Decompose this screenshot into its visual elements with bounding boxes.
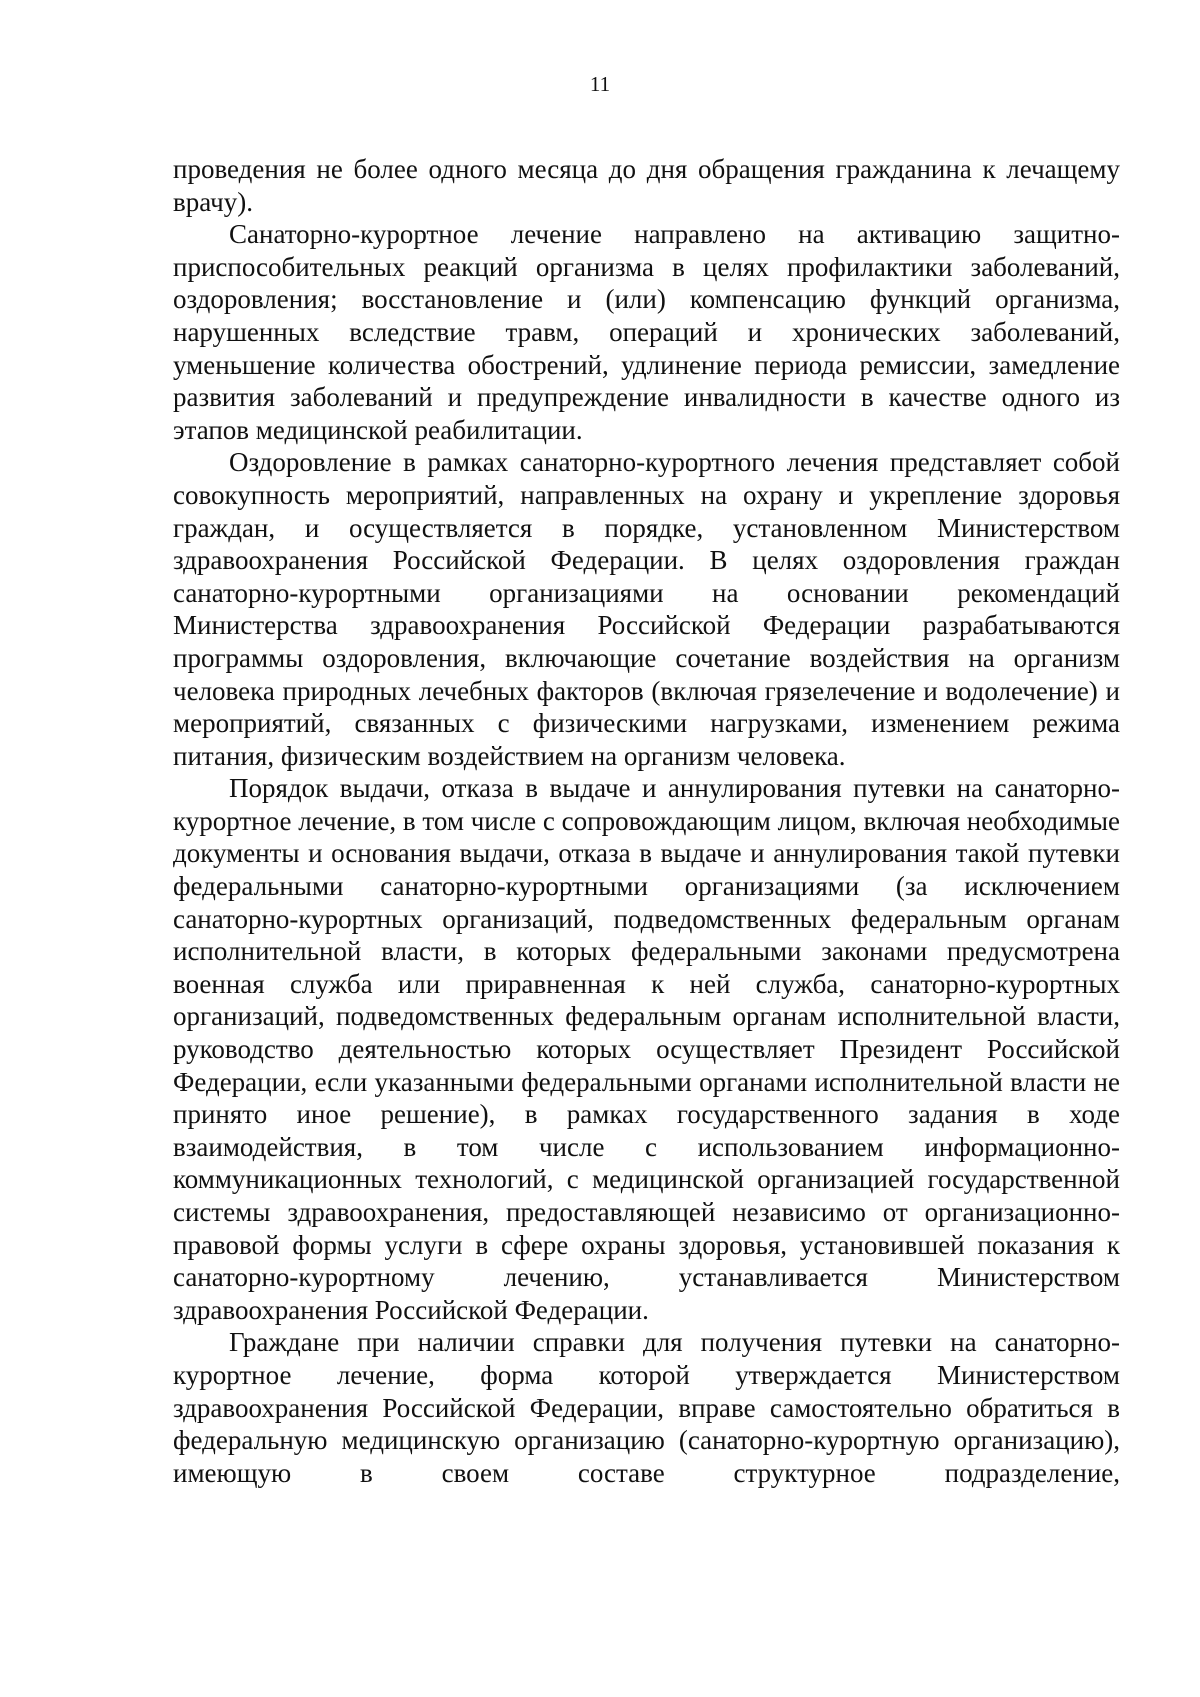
page-number: 11 [589, 72, 611, 96]
paragraph-health-improvement: Оздоровление в рамках санаторно-курортного лечения представляет собой совокупность мероприятий, направленных на охрану и укрепление здоровья граждан, и осуществляется в порядке, установленном Министерством здравоохранения Российской Федерации. В целях оздоровления граждан санаторно-курортными организациями на основании рекомендаций Министерства здравоохранения Российской Федерации разрабатываются программы оздоровления, включающие сочетание воздействия на организм человека природных лечебных факторов (включая грязелечение и водолечение) и мероприятий, связанных с физическими нагрузками, изменением режима питания, физическим воздействием на организм человека. [173, 447, 1120, 771]
paragraph-citizens-certificate: Граждане при наличии справки для получения путевки на санаторно-курортное лечение, форма которой утверждается Министерством здравоохранения Российской Федерации, вправе самостоятельно обратиться в федеральную медицинскую организацию (санаторно-курортную организацию), имеющую в своем составе структурное подразделение, [173, 1327, 1120, 1488]
document-body [173, 153, 1120, 1489]
paragraph-continuation: проведения не более одного месяца до дня обращения гражданина к лечащему врачу). [173, 154, 1120, 217]
paragraph-voucher-procedure: Порядок выдачи, отказа в выдаче и аннулирования путевки на санаторно-курортное лечение, в том числе с сопровождающим лицом, включая необходимые документы и основания выдачи, отказа в выдаче и аннулирования такой путевки федеральными санаторно-курортными организациями (за исключением санаторно-курортных организаций, подведомственных федеральным органам исполнительной власти, в которых федеральными законами предусмотрена военная служба или приравненная к ней служба, санаторно-курортных организаций, подведомственных федеральным органам исполнительной власти, руководство деятельностью которых осуществляет Президент Российской Федерации, если указанными федеральными органами исполнительной власти не принято иное решение), в рамках государственного задания в ходе взаимодействия, в том числе с использованием информационно-коммуникационных технологий, с медицинской организацией государственной системы здравоохранения, предоставляющей независимо от организационно-правовой формы услуги в сфере охраны здоровья, установившей показания к санаторно-курортному лечению, устанавливается Министерством здравоохранения Российской Федерации. [173, 773, 1120, 1325]
paragraph-sanatorium-treatment-purpose: Санаторно-курортное лечение направлено на активацию защитно-приспособительных реакций организма в целях профилактики заболеваний, оздоровления; восстановление и (или) компенсацию функций организма, нарушенных вследствие травм, операций и хронических заболеваний, уменьшение количества обострений, удлинение периода ремиссии, замедление развития заболеваний и предупреждение инвалидности в качестве одного из этапов медицинской реабилитации. [173, 219, 1120, 445]
